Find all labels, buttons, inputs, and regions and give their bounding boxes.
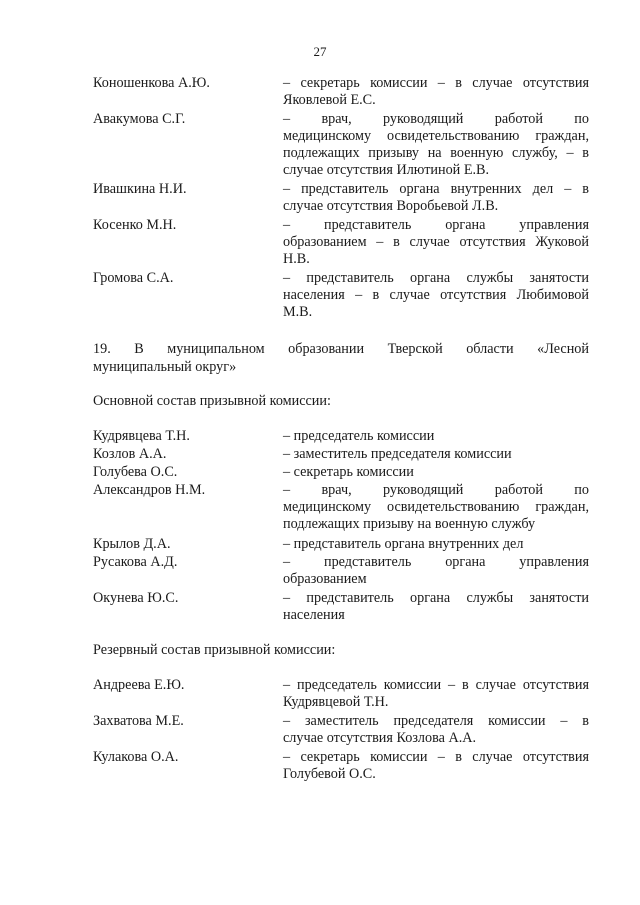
member-role: – секретарь комиссии – в случае отсутствия Яковлевой Е.С. [283,75,589,108]
reserve-composition-heading: Резервный состав призывной комиссии: [93,642,336,658]
member-name: Коношенкова А.Ю. [93,75,210,91]
member-name: Крылов Д.А. [93,536,171,552]
member-role: – врач, руководящий работой по медицинскому освидетельствованию граждан, подлежащих призыву на военную службу [283,482,589,532]
member-role: – заместитель председателя комиссии [283,446,512,462]
member-role: – представитель органа внутренних дел [283,536,524,552]
member-role: – представитель органа управления образованием [283,554,589,587]
member-role: – секретарь комиссии – в случае отсутствия Голубевой О.С. [283,749,589,782]
member-role: – представитель органа управления образованием – в случае отсутствия Жуковой Н.В. [283,217,589,267]
member-role: – представитель органа службы занятости населения [283,590,589,623]
member-role: – председатель комиссии – в случае отсутствия Кудрявцевой Т.Н. [283,677,589,710]
member-name: Кулакова О.А. [93,749,179,765]
member-role: – заместитель председателя комиссии – в случае отсутствия Козлова А.А. [283,713,589,746]
member-name: Александров Н.М. [93,482,206,498]
member-name: Окунева Ю.С. [93,590,179,606]
member-role: – председатель комиссии [283,428,435,444]
page-number: 27 [313,44,327,59]
member-name: Голубева О.С. [93,464,178,480]
member-name: Захватова М.Е. [93,713,184,729]
member-role: – представитель органа службы занятости населения – в случае отсутствия Любимовой М.В. [283,270,589,320]
member-name: Косенко М.Н. [93,217,177,233]
member-role: – врач, руководящий работой по медицинскому освидетельствованию граждан, подлежащих призыву на военную службу, – в случае отсутствия Илютиной Е.В. [283,111,589,178]
member-name: Ивашкина Н.И. [93,181,187,197]
member-name: Козлов А.А. [93,446,167,462]
member-name: Русакова А.Д. [93,554,178,570]
member-name: Андреева Е.Ю. [93,677,185,693]
main-composition-heading: Основной состав призывной комиссии: [93,393,331,409]
section-heading: 19. В муниципальном образовании Тверской области «Лесной муниципальный округ» [93,341,589,375]
member-name: Громова С.А. [93,270,174,286]
member-name: Кудрявцева Т.Н. [93,428,190,444]
member-name: Авакумова С.Г. [93,111,186,127]
member-role: – представитель органа внутренних дел – в случае отсутствия Воробьевой Л.В. [283,181,589,214]
member-role: – секретарь комиссии [283,464,414,480]
